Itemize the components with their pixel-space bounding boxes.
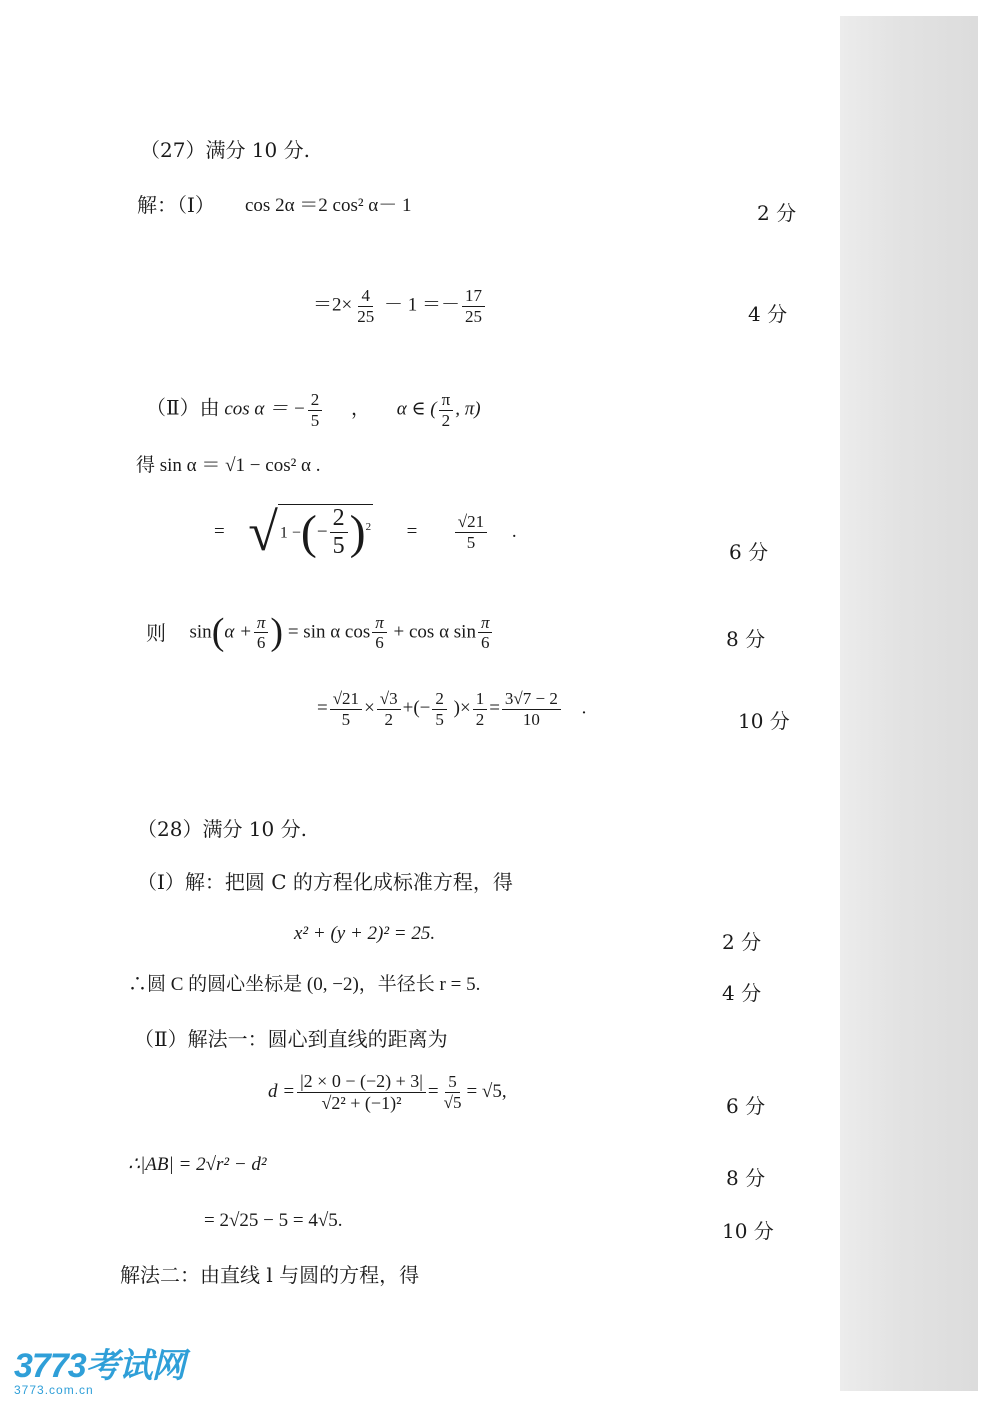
q28-dist-end: = √5, bbox=[466, 1080, 507, 1102]
q27-then-alpha: α + bbox=[224, 621, 252, 643]
q27-step2-frac1 bbox=[354, 286, 377, 326]
q27-final-b-den: 2 bbox=[384, 709, 393, 729]
q27-then-frac bbox=[254, 613, 269, 653]
q28-part1: （Ⅰ）解：把圆 C 的方程化成标准方程，得 bbox=[137, 870, 513, 894]
q28-dist-num2: 5 bbox=[445, 1072, 460, 1093]
q27-then-frac2-num: π bbox=[372, 613, 387, 634]
q28-dist-num: |2 × 0 − (−2) + 3| bbox=[297, 1071, 426, 1093]
q28-distance bbox=[268, 1071, 507, 1113]
q27-part1-prefix: 解：（Ⅰ） bbox=[137, 193, 215, 217]
q27-final-d-den: 2 bbox=[475, 709, 485, 729]
q27-then-pi: π bbox=[254, 613, 269, 634]
q27-final-res-den: 10 bbox=[522, 709, 540, 729]
q27-step2-frac1-den: 25 bbox=[357, 306, 375, 326]
q27-step2-mid: － 1 ＝－ bbox=[383, 294, 460, 316]
q27-part2-range-end: , π) bbox=[455, 398, 481, 420]
q27-sqrt-result bbox=[455, 512, 487, 552]
q27-final-result bbox=[502, 689, 561, 729]
q28-score-5: 10 分 bbox=[722, 1219, 774, 1243]
q28-dist-mid: = bbox=[427, 1080, 439, 1102]
q27-step2-frac2-num: 17 bbox=[462, 286, 485, 307]
q27-part2-range: α ∈ ( bbox=[396, 398, 437, 420]
q28-score-3: 6 分 bbox=[726, 1094, 766, 1118]
q28-dist-frac bbox=[297, 1071, 426, 1113]
q28-dist-den: √2² + (−1)² bbox=[321, 1092, 402, 1113]
logo-url: 3773.com.cn bbox=[14, 1383, 94, 1397]
q27-then-six: 6 bbox=[256, 633, 266, 653]
q27-final-line: = $\frac{√21}{5}$ × $\frac{√3}{2}$ +(− $\frac{2}{5}$ )× $\frac{1}{2}$ = $\frac{3√7 - 2}{10}$ . bbox=[317, 689, 587, 729]
logo-text: 3773考试网 bbox=[14, 1347, 185, 1385]
q28-method2: 解法二：由直线 l 与圆的方程，得 bbox=[120, 1263, 420, 1287]
q28-eq1: x² + (y + 2)² = 25. bbox=[294, 923, 436, 944]
q27-part2-prefix: （Ⅱ）由 bbox=[146, 395, 220, 420]
q28-ab-line: ∴|AB| = 2√r² − d² bbox=[128, 1154, 267, 1175]
q27-then-frac3 bbox=[478, 613, 493, 653]
q27-part2-cos: cos α ＝ − bbox=[224, 398, 306, 420]
q28-dist-den2: √5 bbox=[443, 1092, 462, 1112]
q27-final-a bbox=[330, 689, 362, 729]
q27-final-c-den: 5 bbox=[435, 709, 444, 729]
q28-score-4: 8 分 bbox=[726, 1166, 766, 1190]
q27-part2-cos-frac bbox=[308, 390, 323, 430]
q27-score-1: 2 分 bbox=[757, 201, 797, 225]
q27-final-c-num: 2 bbox=[432, 689, 447, 710]
q27-sqrt-result-num: √21 bbox=[455, 512, 487, 533]
q27-sqrt-result-eq: = bbox=[406, 521, 418, 542]
q27-then-prefix: 则 bbox=[146, 620, 166, 645]
q27-sin-line: 得 sin α ＝ √1 − cos² α . bbox=[136, 455, 321, 476]
site-logo[interactable] bbox=[14, 1338, 185, 1397]
q27-part2-range-num: π bbox=[439, 390, 454, 411]
q27-header: （27）满分 10 分. bbox=[140, 138, 310, 162]
q27-final-d-num: 1 bbox=[473, 689, 488, 710]
q27-sqrt-inner: 1 − bbox=[279, 524, 301, 542]
q27-step2 bbox=[313, 286, 487, 326]
q28-score-1: 2 分 bbox=[722, 930, 762, 954]
q27-then-rhs2: + cos α sin bbox=[393, 621, 476, 643]
q27-sqrt-result-den: 5 bbox=[466, 532, 476, 552]
q27-final-a-num: √21 bbox=[330, 689, 362, 710]
q27-score-4: 8 分 bbox=[726, 627, 766, 651]
q27-final-a-den: 5 bbox=[341, 709, 351, 729]
q27-then-rhs: = sin α cos bbox=[287, 621, 371, 643]
q28-center: ∴圆 C 的圆心坐标是 (0, −2)，半径长 r = 5. bbox=[128, 974, 481, 995]
q27-score-2: 4 分 bbox=[748, 302, 788, 326]
q27-part2-range-den: 2 bbox=[441, 410, 451, 430]
q27-then-frac3-num: π bbox=[478, 613, 493, 634]
q27-score-3: 6 分 bbox=[729, 540, 769, 564]
q28-dist-lhs: d = bbox=[268, 1080, 296, 1102]
q27-final-c bbox=[432, 689, 447, 729]
q27-part2-range-frac bbox=[439, 390, 454, 430]
q27-final-b-num: √3 bbox=[377, 689, 401, 710]
q27-step2-frac2 bbox=[462, 286, 485, 326]
q28-part2: （Ⅱ）解法一：圆心到直线的距离为 bbox=[134, 1027, 448, 1051]
q27-then-lhs: sin bbox=[189, 621, 212, 643]
q27-final-b bbox=[377, 689, 401, 729]
q27-step2-frac1-num: 4 bbox=[358, 286, 373, 307]
q27-final-eq: = bbox=[317, 697, 328, 719]
q27-sqrt-frac-den: 5 bbox=[332, 533, 345, 560]
q27-final-res-num: 3√7 − 2 bbox=[502, 689, 561, 710]
q27-sqrt-eq: = bbox=[214, 521, 225, 542]
scan-edge-shadow bbox=[840, 16, 978, 1391]
q27-part2-cos-num: 2 bbox=[308, 390, 323, 411]
q28-score-2: 4 分 bbox=[722, 981, 762, 1005]
q27-step2-frac2-den: 25 bbox=[464, 306, 482, 326]
q27-then-line: 则 sin(α + $\frac{\pi}{6}$ ) = sin α cos $\frac{\pi}{6}$ + cos α sin $\frac{\pi}{6}$ bbox=[146, 610, 494, 656]
q28-dist-frac2 bbox=[441, 1072, 465, 1112]
q27-sqrt-frac bbox=[330, 505, 348, 561]
q27-part2: （Ⅱ）由 cos α ＝ − $\frac{2}{5}$ ， α ∈ ( $\frac{\pi}{2}$ , π) bbox=[146, 390, 481, 430]
q27-then-frac2 bbox=[372, 613, 387, 653]
q27-part2-cos-den: 5 bbox=[310, 410, 320, 430]
q27-step2-lhs: ＝2× bbox=[313, 294, 353, 316]
q27-sqrt-step: = √ 1 −(− $\frac{2}{5}$ )$^2$ = $\frac{√21}{5}$ . bbox=[214, 502, 517, 562]
q27-part1-equation: cos 2α ＝2 cos² α－ 1 bbox=[245, 195, 412, 216]
q27-then-frac2-den: 6 bbox=[375, 633, 384, 653]
q27-final-d bbox=[473, 689, 488, 729]
q27-then-frac3-den: 6 bbox=[480, 633, 490, 653]
q27-score-5: 10 分 bbox=[738, 709, 790, 733]
q28-header: （28）满分 10 分. bbox=[137, 817, 307, 841]
q27-sqrt-frac-num: 2 bbox=[330, 505, 348, 534]
q28-ab-line2: = 2√25 − 5 = 4√5. bbox=[204, 1210, 343, 1231]
